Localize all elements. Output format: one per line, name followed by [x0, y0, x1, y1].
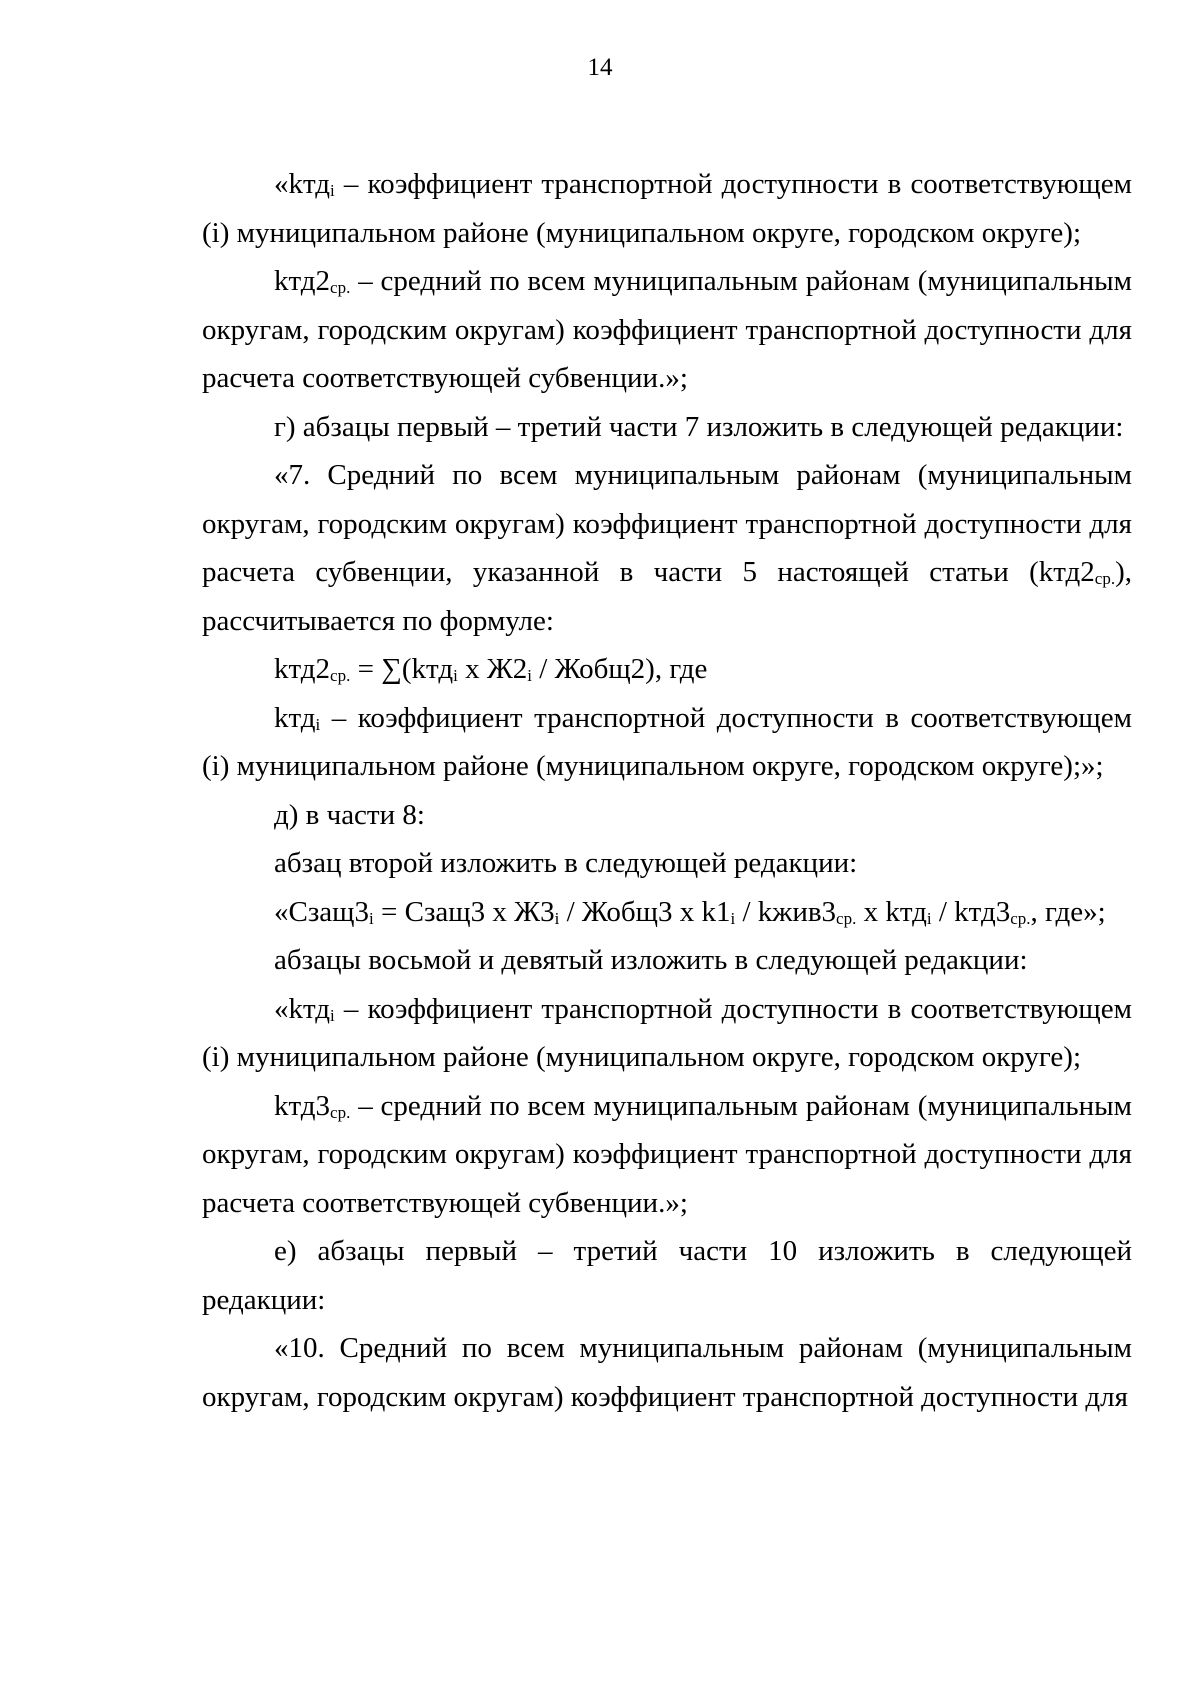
paragraph-p3 [202, 403, 1132, 452]
subscript-index: ср. [1010, 908, 1031, 928]
text-run: x kтд [856, 895, 927, 928]
text-run: = ∑(kтд [350, 653, 454, 685]
text-run: «kтд [274, 168, 331, 200]
text-run: / Жобщ2), где [532, 653, 708, 685]
subscript-index: i [730, 908, 736, 928]
text-run: kтд [274, 701, 316, 734]
text-run: «Сзащ3 [274, 895, 370, 928]
text-run: д) в части 8: [274, 798, 425, 831]
paragraph-p1 [202, 160, 1132, 257]
text-run: – коэффициент транспортной доступности в соответствующем (i) муниципальном районе (муниципальном округе, городском округе); [202, 992, 1132, 1073]
text-run: = Сзащ3 x Ж3 [373, 895, 555, 928]
text-run: е) абзацы первый – третий части 10 изложить в следующей редакции: [202, 1235, 1132, 1316]
text-run: / Жобщ3 x k1 [559, 895, 731, 928]
paragraph-p8 [202, 839, 1132, 888]
text-run: г) абзацы первый – третий части 7 изложить в следующей редакции: [274, 410, 1124, 443]
text-run: / kжив3 [735, 895, 837, 928]
subscript-index: i [527, 666, 533, 685]
text-run: kтд2 [274, 265, 331, 297]
paragraph-p4 [202, 451, 1132, 645]
text-run: «kтд [274, 992, 331, 1025]
subscript-index: i [554, 908, 560, 928]
subscript-index: ср. [330, 1102, 351, 1122]
text-run: абзац второй изложить в следующей редакции: [274, 847, 858, 879]
subscript-index: i [330, 1005, 335, 1025]
paragraph-p11 [202, 985, 1132, 1082]
text-run: «7. Средний по всем муниципальным районам (муниципальным округам, городским округам) коэффициент транспортной доступности для расчета субвенции, указанной в части 5 настоящей статьи (kтд2 [202, 459, 1132, 588]
subscript-index: ср. [1094, 569, 1116, 588]
paragraph-p10 [202, 936, 1132, 985]
subscript-index: i [315, 714, 321, 734]
subscript-index: ср. [330, 278, 351, 297]
text-run: , где»; [1030, 895, 1106, 928]
subscript-index: ср. [836, 908, 857, 928]
subscript-index: i [330, 181, 335, 200]
subscript-index: i [453, 666, 458, 685]
document-body [202, 160, 1132, 1421]
paragraph-p2 [202, 257, 1132, 403]
subscript-index: i [369, 908, 374, 928]
paragraph-p14 [202, 1324, 1132, 1421]
paragraph-p9 [202, 888, 1132, 937]
subscript-index: i [926, 908, 932, 928]
text-run: x Ж2 [457, 653, 528, 685]
text-run: абзацы восьмой и девятый изложить в следующей редакции: [274, 944, 1028, 976]
text-run: / kтд3 [931, 895, 1011, 928]
text-run: kтд3 [274, 1089, 331, 1122]
text-run: – коэффициент транспортной доступности в соответствующем (i) муниципальном районе (муниципальном округе, городском округе); [202, 168, 1132, 249]
text-run: kтд2 [274, 653, 331, 685]
paragraph-p7 [202, 791, 1132, 840]
page-number: 14 [587, 54, 613, 81]
text-run: «10. Средний по всем муниципальным районам (муниципальным округам, городским округам) коэффициент транспортной доступности для [202, 1332, 1132, 1413]
subscript-index: ср. [330, 666, 351, 685]
text-run: ), рассчитывается по формуле: [202, 556, 1132, 637]
text-run: – средний по всем муниципальным районам (муниципальным округам, городским округам) коэффициент транспортной доступности для расчета соответствующей субвенции.»; [202, 265, 1132, 394]
paragraph-p12 [202, 1082, 1132, 1228]
paragraph-p5 [202, 645, 1132, 694]
text-run: – средний по всем муниципальным районам (муниципальным округам, городским округам) коэффициент транспортной доступности для расчета соответствующей субвенции.»; [202, 1089, 1132, 1219]
paragraph-p6 [202, 694, 1132, 791]
paragraph-p13 [202, 1227, 1132, 1324]
text-run: – коэффициент транспортной доступности в соответствующем (i) муниципальном районе (муниципальном округе, городском округе);»; [202, 701, 1132, 782]
